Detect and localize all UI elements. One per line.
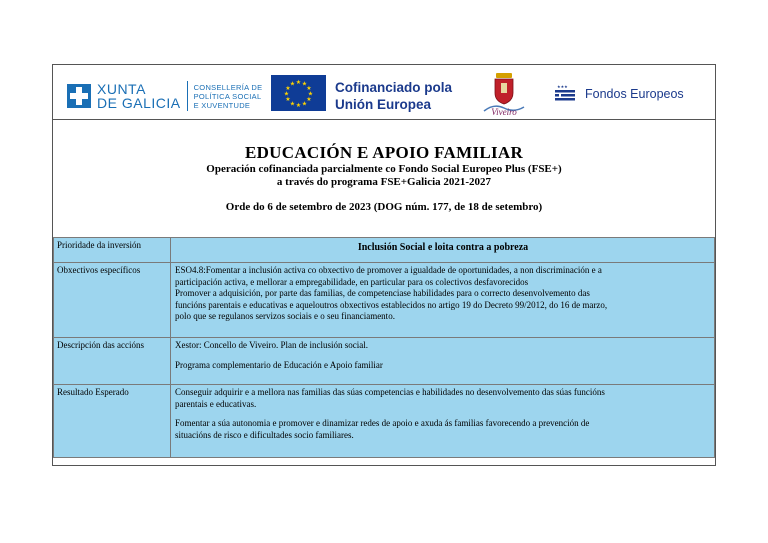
table-row xyxy=(54,238,715,263)
svg-text:★: ★ xyxy=(301,100,308,108)
row-value xyxy=(171,238,715,263)
value-line: parentais e educativas. xyxy=(175,398,257,409)
eu-flag-icon xyxy=(271,75,326,111)
svg-text:★: ★ xyxy=(295,79,302,86)
consel-line2: POLÍTICA SOCIAL xyxy=(193,91,262,101)
table-row xyxy=(54,338,715,385)
fondos-europeos-logo xyxy=(553,83,684,105)
viveiro-logo xyxy=(480,71,528,117)
xunta-divider xyxy=(187,81,188,111)
svg-text:★: ★ xyxy=(283,90,290,98)
row-value xyxy=(171,263,715,338)
svg-text:★: ★ xyxy=(285,96,291,103)
conselleria-name xyxy=(194,83,263,110)
row-label: Obxectivos específicos xyxy=(54,263,171,338)
value-line: Promover a adquisición, por parte das familias, de competenciase habilidades para o correcto desenvolvemento das xyxy=(175,288,590,298)
xunta-cross-icon xyxy=(67,84,91,108)
cofinanciado-text xyxy=(335,79,452,113)
subtitle-line2: a través do programa FSE+Galicia 2021-2027 xyxy=(276,176,492,188)
fondos-europeos-text: Fondos Europeos xyxy=(585,87,684,101)
svg-text:★★★: ★★★ xyxy=(557,84,568,89)
svg-text:★: ★ xyxy=(307,90,314,98)
row-label: Descripción das accións xyxy=(54,338,171,385)
cofin-line2: Unión Europea xyxy=(335,97,432,112)
svg-text:★: ★ xyxy=(306,85,312,92)
xunta-name-line1: XUNTA xyxy=(97,81,146,97)
svg-text:★: ★ xyxy=(289,100,296,108)
row-label: Resultado Esperado xyxy=(54,385,171,458)
document-frame xyxy=(52,64,716,466)
svg-text:★: ★ xyxy=(306,96,312,103)
svg-text:★: ★ xyxy=(285,85,291,92)
value-line: Inclusión Social e loita contra a pobreza xyxy=(357,242,529,253)
value-line: ESO4.8:Fomentar a inclusión activa co obxectivo de promover a igualdade de oportunidades, a non discriminación e a xyxy=(175,265,602,275)
xunta-logo xyxy=(67,81,262,111)
row-value xyxy=(171,338,715,385)
value-line: Xestor: Concello de Viveiro. Plan de inclusión social. xyxy=(175,340,369,350)
fondos-stripes-icon xyxy=(553,83,577,105)
value-line: participación activa, e mellorar a empregabilidade, en particular para os colectivos desfavorecidos xyxy=(175,276,529,287)
table-row xyxy=(54,263,715,338)
subtitle-line1: Operación cofinanciada parcialmente co Fondo Social Europeo Plus (FSE+) xyxy=(206,163,562,175)
row-value xyxy=(171,385,715,458)
svg-text:★: ★ xyxy=(295,102,302,109)
table-row xyxy=(54,385,715,458)
value-line: Fomentar a súa autonomia e promover e dinamizar redes de apoio e axuda ás familias favorecendo a prevención de xyxy=(175,418,590,428)
row-label: Prioridade da inversión xyxy=(54,238,171,263)
cofin-line1: Cofinanciado pola xyxy=(335,80,453,95)
value-line: polo que se regulanos servizos sociais e o seu financiamento. xyxy=(175,311,395,321)
value-line: funcións parentais e educativas e aqueloutros obxectivos establecidos no artigo 19 do Decreto 99/2012, do 16 de marzo, xyxy=(175,299,608,310)
consel-line3: E XUVENTUDE xyxy=(193,100,251,110)
viveiro-text: Viveiro xyxy=(491,107,517,117)
svg-text:★: ★ xyxy=(301,80,308,88)
value-line: situacións de risco e dificultades socio familiares. xyxy=(175,429,354,440)
logo-bar xyxy=(53,65,715,120)
svg-text:★: ★ xyxy=(289,80,296,88)
info-table xyxy=(53,237,715,458)
title-block xyxy=(53,121,715,213)
orde-reference: Orde do 6 de setembro de 2023 (DOG núm. 177, de 18 de setembro) xyxy=(225,201,543,213)
value-line: Programa complementario de Educación e Apoio familiar xyxy=(175,359,383,370)
xunta-name-line2: DE GALICIA xyxy=(97,95,181,111)
page-title: EDUCACIÓN E APOIO FAMILIAR xyxy=(244,143,524,162)
consel-line1: CONSELLERÍA DE xyxy=(193,82,263,92)
value-line: Conseguir adquirir e a mellora nas familias das súas competencias e habilidades no desenvolvemento das súas funcións xyxy=(175,387,605,397)
